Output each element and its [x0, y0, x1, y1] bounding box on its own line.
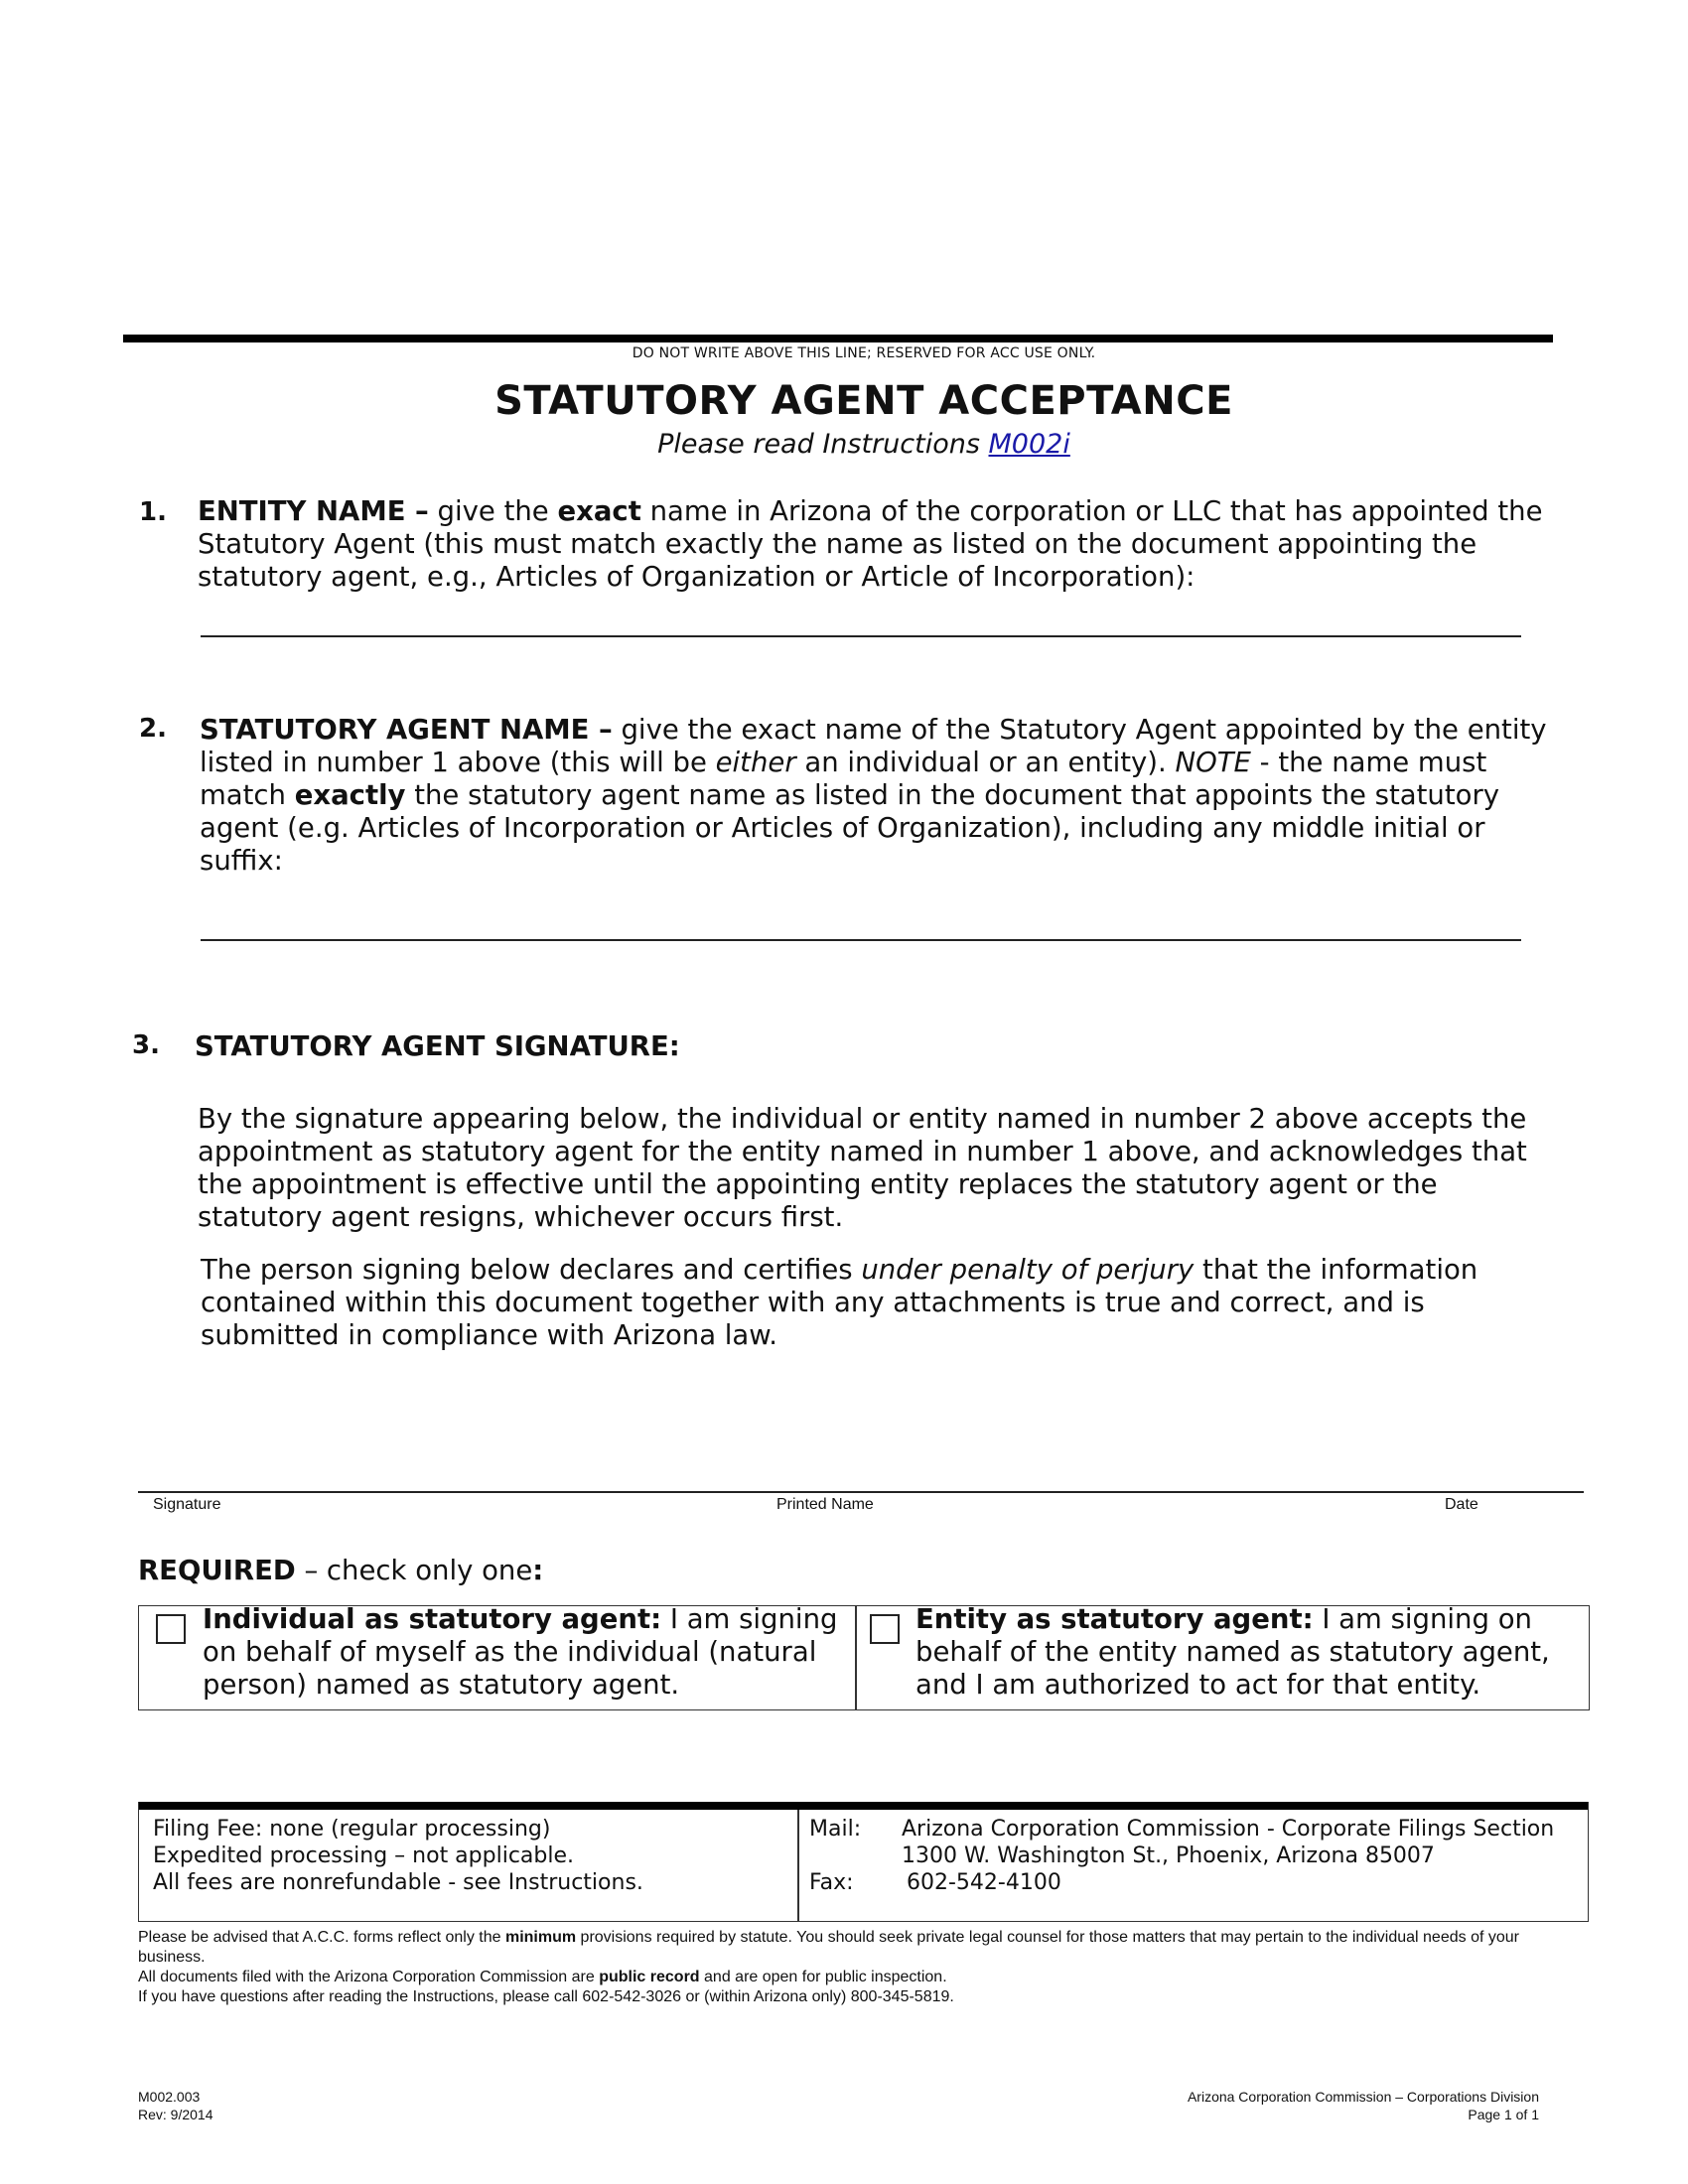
acceptance-paragraph: By the signature appearing below, the individual or entity named in number 2 above accepts the appointment as statutory agent for the entity named in number 1 above, and acknowledges that the appointment is effective until the appointing entity replaces the statutory agent or the statutory agent resigns, whichever occurs first.: [198, 1103, 1527, 1233]
entity-agent-option: Entity as statutory agent: I am signing on behalf of the entity named as statutory agent, and I am authorized to act for that entity.: [915, 1603, 1550, 1701]
fax-label: Fax:: [809, 1870, 854, 1895]
form-title: STATUTORY AGENT ACCEPTANCE: [494, 378, 1233, 424]
mail-address: [902, 1816, 1577, 1869]
nonrefundable-line: All fees are nonrefundable - see Instructions.: [153, 1870, 643, 1895]
footer-right: [1033, 2088, 1539, 2123]
signature-label: Signature: [153, 1496, 221, 1513]
section-2-heading: STATUTORY AGENT NAME –: [200, 714, 613, 746]
filing-fee-line: Filing Fee: none (regular processing): [153, 1817, 551, 1842]
section-3-heading: STATUTORY AGENT SIGNATURE:: [195, 1030, 680, 1062]
fees-info: [153, 1816, 788, 1896]
mail-line-2: 1300 W. Washington St., Phoenix, Arizona 85007: [902, 1843, 1435, 1868]
form-number: M002.003: [138, 2089, 201, 2105]
fees-divider: [797, 1810, 799, 1922]
agency-name: Arizona Corporation Commission – Corporations Division: [1187, 2089, 1539, 2105]
expedited-line: Expedited processing – not applicable.: [153, 1843, 575, 1868]
revision: Rev: 9/2014: [138, 2107, 213, 2122]
mail-label: Mail:: [809, 1817, 862, 1842]
instructions-link[interactable]: M002i: [988, 429, 1070, 460]
subtitle-text: Please read Instructions: [657, 429, 980, 460]
section-2-instructions: STATUTORY AGENT NAME – give the exact name of the Statutory Agent appointed by the entity listed in number 1 above (this will be either an individual or an entity). NOTE - the name must match exactly the statutory agent name as listed in the document that appoints the statutory agent (e.g. Articles of Incorporation or Articles of Organization), including any middle initial or suffix:: [200, 714, 1547, 877]
entity-name-field[interactable]: [201, 635, 1521, 637]
entity-agent-checkbox[interactable]: [870, 1614, 900, 1644]
fine-print-questions: If you have questions after reading the Instructions, please call 602-542-3026 or (within Arizona only) 800-345-5819.: [138, 1988, 954, 2005]
printed-name-label: Printed Name: [776, 1496, 874, 1513]
form-subtitle: [0, 429, 1688, 460]
section-2-number: 2.: [139, 714, 167, 744]
fine-print: [138, 1928, 1548, 2007]
fine-print-public-record: All documents filed with the Arizona Corporation Commission are public record and are open for public inspection.: [138, 1969, 947, 1985]
individual-agent-checkbox[interactable]: [156, 1614, 186, 1644]
reserved-note: DO NOT WRITE ABOVE THIS LINE; RESERVED FOR ACC USE ONLY.: [632, 345, 1096, 361]
acc-reserved-line: [123, 335, 1553, 342]
fine-print-minimum: Please be advised that A.C.C. forms reflect only the minimum provisions required by statute. You should seek private legal counsel for those matters that may pertain to the individual needs of your business.: [138, 1929, 1519, 1966]
section-1-number: 1.: [139, 497, 167, 527]
date-label: Date: [1445, 1496, 1478, 1513]
section-1-heading: ENTITY NAME –: [198, 495, 429, 527]
required-label: REQUIRED – check only one:: [138, 1555, 544, 1586]
individual-agent-option: Individual as statutory agent: I am signing on behalf of myself as the individual (natural person) named as statutory agent.: [203, 1603, 838, 1701]
section-1-instructions: ENTITY NAME – give the exact name in Arizona of the corporation or LLC that has appointed the Statutory Agent (this must match exactly the name as listed on the document appointing the statutory agent, e.g., Articles of Organization or Article of Incorporation):: [198, 495, 1543, 593]
required-options-divider: [855, 1605, 857, 1710]
mail-line-1: Arizona Corporation Commission - Corporate Filings Section: [902, 1817, 1555, 1842]
footer-left: [138, 2088, 213, 2123]
fax-number: 602-542-4100: [907, 1870, 1061, 1895]
perjury-paragraph: The person signing below declares and certifies under penalty of perjury that the information contained within this document together with any attachments is true and correct, and is submitted in compliance with Arizona law.: [201, 1254, 1478, 1351]
page-number: Page 1 of 1: [1468, 2107, 1539, 2122]
signature-line[interactable]: [138, 1491, 1584, 1493]
statutory-agent-name-field[interactable]: [201, 939, 1521, 941]
section-3-number: 3.: [132, 1030, 160, 1060]
